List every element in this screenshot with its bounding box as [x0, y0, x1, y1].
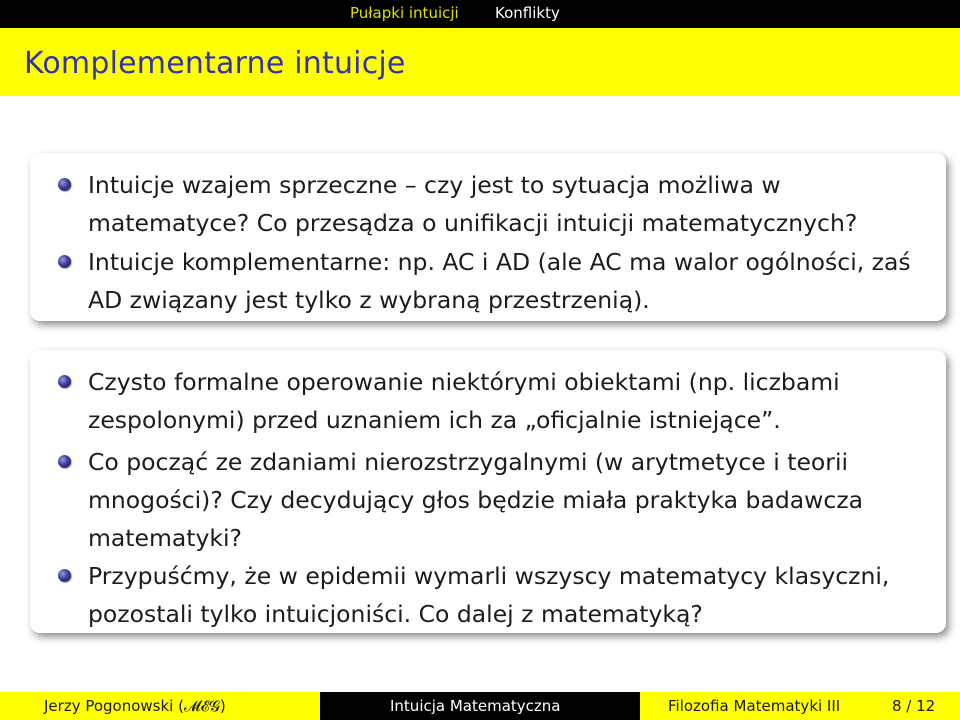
footer-course: Filozofia Matematyki III	[668, 697, 841, 715]
slide-title: Komplementarne intuicje	[24, 46, 406, 81]
list-item-text: Co począć ze zdaniami nierozstrzygalnymi (w arytmetyce i teorii mnogości)? Czy decydujący głos będzie miała praktyka badawcza matematyki?	[88, 448, 864, 552]
footer-title-segment	[320, 692, 640, 720]
top-navigation	[0, 0, 960, 28]
page-number: 8 / 12	[892, 697, 936, 715]
bullet-icon	[58, 375, 71, 388]
list-item-text: Czysto formalne operowanie niektórymi obiektami (np. liczbami zespolonymi) przed uznaniem ich za „oficjalnie istniejące”.	[88, 368, 840, 434]
list-item-text: Intuicje wzajem sprzeczne – czy jest to sytuacja możliwa w matematyce? Co przesądza o unifikacji intuicji matematycznych?	[88, 171, 858, 237]
footer-author: Jerzy Pogonowski (𝓜𝓔𝓖)	[44, 697, 226, 715]
bullet-icon	[58, 455, 71, 468]
footer-course-segment	[640, 692, 960, 720]
list-item-text: Przypuśćmy, że w epidemii wymarli wszyscy matematycy klasyczni, pozostali tylko intuicjoniści. Co dalej z matematyką?	[88, 562, 890, 628]
bullet-icon	[58, 569, 71, 582]
bullet-icon	[58, 255, 71, 268]
footer-author-segment	[0, 692, 320, 720]
list-item-text: Intuicje komplementarne: np. AC i AD (ale AC ma walor ogólności, zaś AD związany jest tylko z wybraną przestrzenią).	[88, 248, 911, 314]
title-bar	[0, 28, 960, 96]
bullet-icon	[58, 178, 71, 191]
footer-title: Intuicja Matematyczna	[390, 697, 561, 715]
nav-tab-pulapki-intuicji[interactable]: Pułapki intuicji	[350, 4, 459, 22]
footer	[0, 692, 960, 720]
nav-tab-konflikty[interactable]: Konflikty	[495, 4, 560, 22]
